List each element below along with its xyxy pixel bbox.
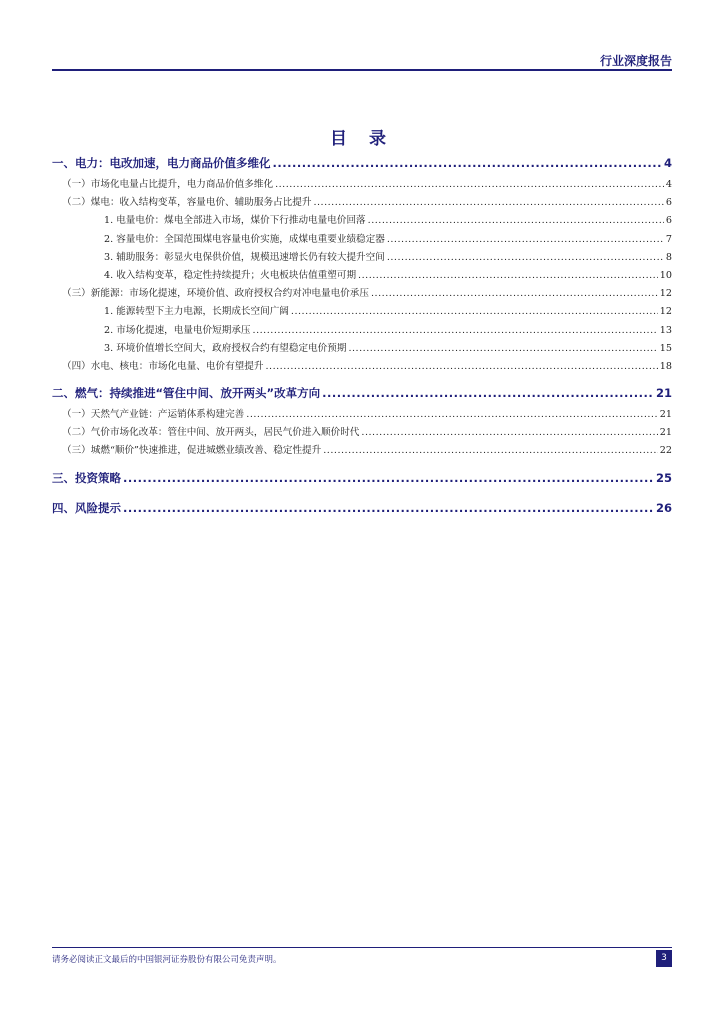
toc-dot-leader [323,442,658,460]
toc-title: 目 录 [330,129,394,149]
toc-dot-leader [123,468,654,488]
toc-entry-title: 四、风险提示 [52,500,121,515]
toc-dot-leader [246,406,658,424]
toc-entry-level-2[interactable] [52,358,672,376]
toc-entry-page: 25 [655,470,672,485]
toc-entry-level-3[interactable] [52,249,672,267]
toc-entry-title: 2. 市场化提速，电量电价短期承压 [104,324,251,336]
toc-entry-level-2[interactable] [52,424,672,442]
toc-entry-page: 13 [659,324,672,336]
toc-entry-title: （二）气价市场化改革：管住中间、放开两头，居民气价进入顺价时代 [62,427,360,439]
toc-entry-page: 4 [665,179,672,190]
toc-dot-leader [273,153,662,173]
toc-dot-leader [361,424,657,442]
toc-entry-page: 21 [655,386,672,401]
toc-entry-title: 1. 电量电价：煤电全部进入市场，煤价下行推动电量电价回落 [104,215,366,227]
toc-entry-page: 18 [659,360,672,372]
toc-dot-leader [387,231,664,249]
toc-entry-page: 12 [659,306,672,318]
toc-entry-page: 10 [659,269,672,281]
toc-entry-level-1[interactable] [52,383,672,403]
toc-entry-level-2[interactable] [52,194,672,212]
toc-entry-page: 15 [659,342,672,354]
toc-entry-level-3[interactable] [52,340,672,358]
toc-entry-level-2[interactable] [52,285,672,303]
toc-dot-leader [275,176,664,194]
toc-entry-title: （四）水电、核电：市场化电量、电价有望提升 [62,360,264,372]
toc-gap [52,461,672,465]
toc-entry-page: 26 [655,500,672,515]
toc-entry-title: （一）天然气产业链：产运销体系构建完善 [62,409,245,421]
toc-entry-title: （一）市场化电量占比提升，电力商品价值多维化 [62,179,274,190]
report-type-label: 行业深度报告 [599,54,672,68]
toc-entry-title: 2. 容量电价：全国范围煤电容量电价实施，成煤电重要业绩稳定器 [104,233,385,245]
toc-dot-leader [348,340,657,358]
toc-entry-title: 3. 辅助服务：彰显火电保供价值，规模迅速增长仍有较大提升空间 [104,251,385,263]
page-number-badge: 3 [656,950,672,967]
toc-dot-leader [368,212,664,230]
toc-entry-title: 1. 能源转型下主力电源，长期成长空间广阔 [104,306,289,318]
toc-dot-leader [387,249,664,267]
toc-entry-level-3[interactable] [52,231,672,249]
toc-dot-leader [123,498,654,518]
toc-gap [52,376,672,380]
toc-entry-page: 8 [665,251,672,263]
disclaimer-note: 请务必阅读正文最后的中国银河证券股份有限公司免责声明。 [52,955,282,965]
toc-entry-level-3[interactable] [52,267,672,285]
table-of-contents [52,150,672,521]
toc-entry-title: 三、投资策略 [52,470,121,485]
toc-dot-leader [253,322,658,340]
toc-dot-leader [291,303,658,321]
toc-dot-leader [358,267,658,285]
toc-entry-level-2[interactable] [52,406,672,424]
toc-entry-page: 6 [665,215,672,227]
toc-entry-title: 一、电力：电改加速，电力商品价值多维化 [52,156,271,170]
toc-entry-page: 4 [663,156,672,170]
toc-entry-level-2[interactable] [52,176,672,194]
toc-entry-title: （二）煤电：收入结构变革，容量电价、辅助服务占比提升 [62,197,312,209]
toc-entry-page: 21 [659,409,672,421]
toc-entry-level-1[interactable] [52,498,672,518]
header-divider [52,69,672,71]
toc-entry-page: 21 [659,427,672,439]
footer-divider [52,947,672,948]
toc-entry-title: 4. 收入结构变革，稳定性持续提升；火电板块估值重塑可期 [104,269,357,281]
toc-entry-level-1[interactable] [52,153,672,173]
toc-entry-title: 二、燃气：持续推进“管住中间、放开两头”改革方向 [52,386,321,401]
toc-entry-level-3[interactable] [52,303,672,321]
toc-dot-leader [313,194,663,212]
toc-dot-leader [265,358,657,376]
toc-dot-leader [322,383,654,403]
toc-entry-title: 3. 环境价值增长空间大，政府授权合约有望稳定电价预期 [104,342,347,354]
toc-entry-page: 12 [659,288,672,300]
toc-gap [52,491,672,495]
toc-entry-title: （三）城燃“顺价”快速推进，促进城燃业绩改善、稳定性提升 [62,445,322,457]
toc-entry-title: （三）新能源：市场化提速，环境价值、政府授权合约对冲电量电价承压 [62,288,369,300]
toc-dot-leader [371,285,658,303]
toc-entry-page: 6 [665,197,672,209]
toc-entry-level-2[interactable] [52,442,672,460]
toc-entry-page: 7 [665,233,672,245]
toc-entry-level-1[interactable] [52,468,672,488]
toc-entry-page: 22 [659,445,672,457]
toc-entry-level-3[interactable] [52,212,672,230]
toc-entry-level-3[interactable] [52,322,672,340]
